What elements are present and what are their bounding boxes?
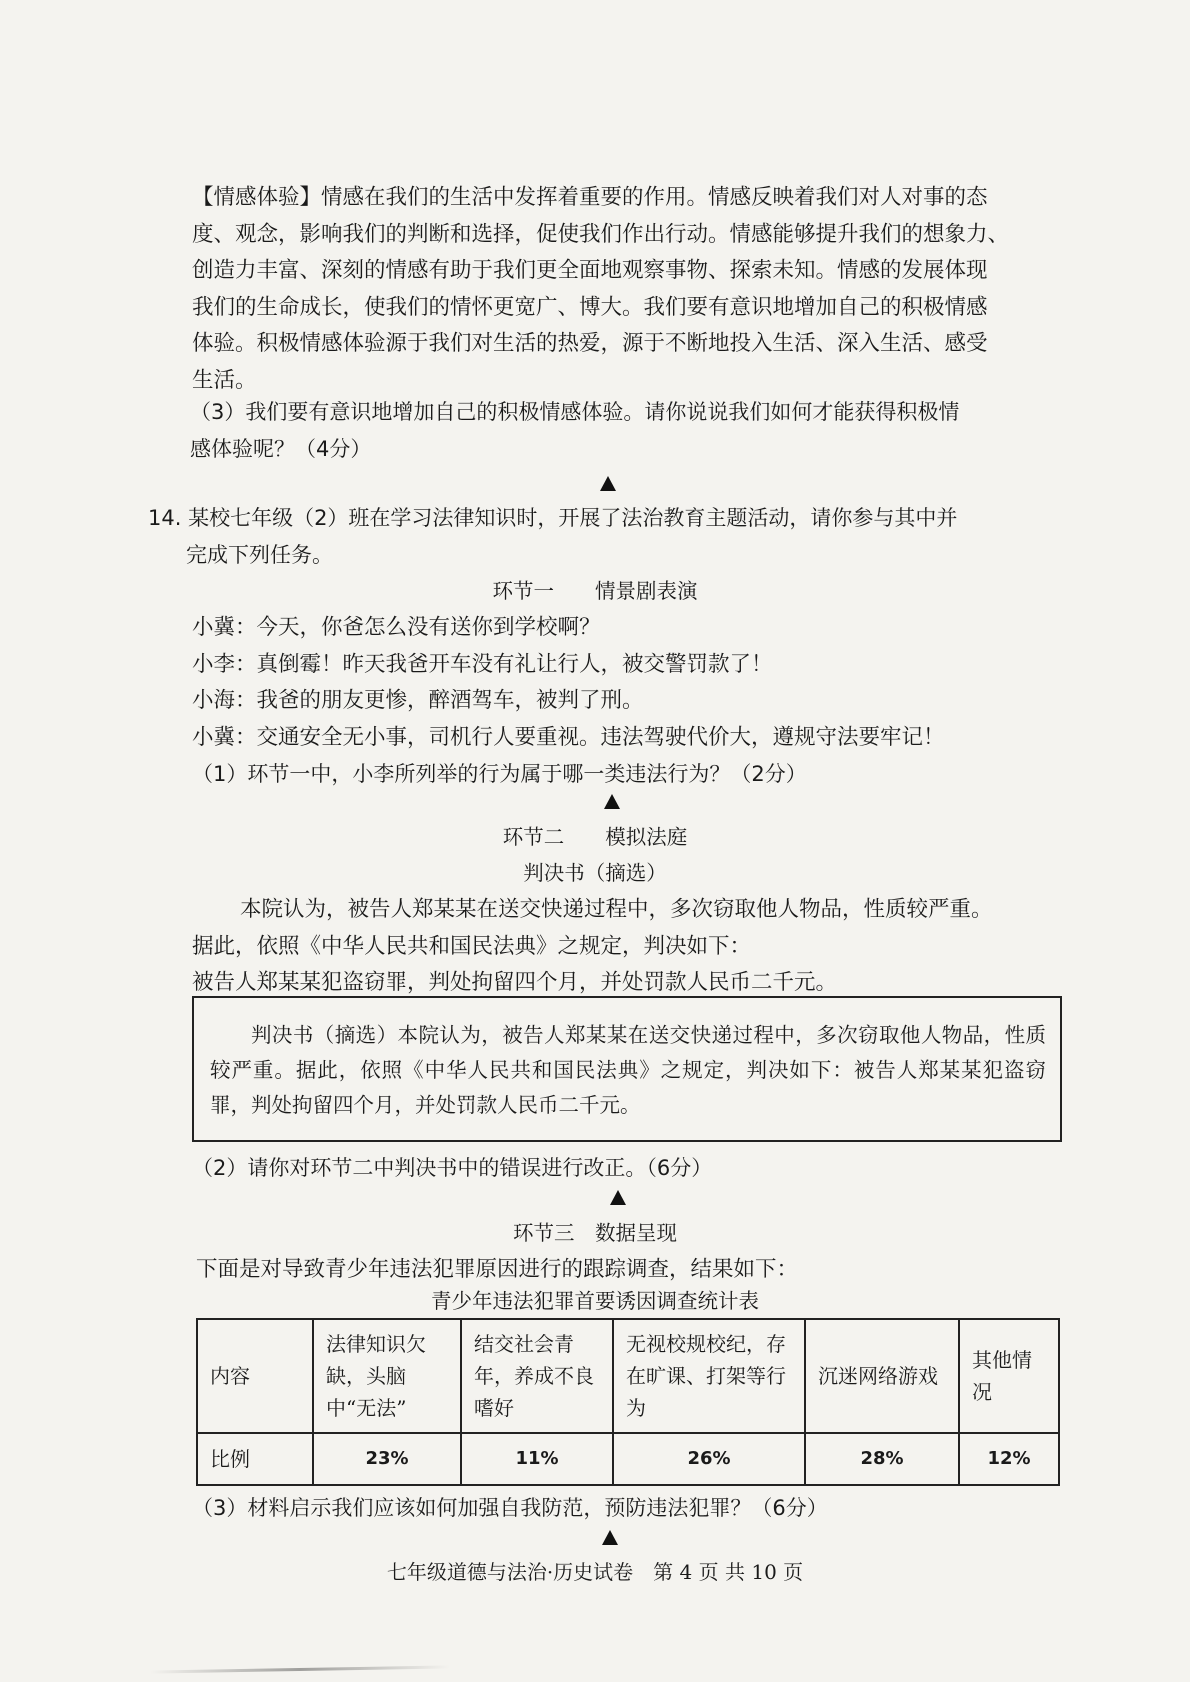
judgment-box [192, 996, 1062, 1142]
table-column-header: 沉迷网络游戏 [805, 1319, 959, 1433]
question-line: （3）我们要有意识地增加自己的积极情感体验。请你说说我们如何才能获得积极情 [190, 400, 960, 424]
dialog-line: 小冀：今天，你爸怎么没有送你到学校啊？ [192, 615, 601, 640]
stats-table [196, 1318, 1060, 1486]
answer-mark-icon [600, 476, 616, 491]
passage-line: 体验。积极情感体验源于我们对生活的热爱，源于不断地投入生活、深入生活、感受 [192, 331, 988, 356]
question-line: 感体验呢？（4分） [190, 436, 372, 461]
table-row [197, 1433, 1059, 1485]
dialog-line: 小李：真倒霉！昨天我爸开车没有礼让行人，被交警罚款了！ [192, 651, 773, 677]
table-column-header: 结交社会青年，养成不良嗜好 [461, 1319, 613, 1433]
dialog-line: 小海：我爸的朋友更惨，醉酒驾车，被判了刑。 [192, 688, 644, 713]
part1-title: 环节一 情景剧表演 [492, 579, 698, 603]
table-cell: 26% [613, 1433, 805, 1485]
table-row-label: 比例 [197, 1433, 313, 1485]
judgment-line: 本院认为，被告人郑某某在送交快递过程中，多次窃取他人物品，性质较严重。 [240, 897, 993, 922]
table-cell: 11% [461, 1433, 613, 1485]
part1-dialog [192, 610, 1062, 756]
page-footer: 七年级道德与法治·历史试卷 第 4 页 共 10 页 [386, 1560, 804, 1584]
answer-mark-icon [602, 1530, 618, 1545]
judgment-box-text: 判决书（摘选）本院认为，被告人郑某某在送交快递过程中，多次窃取他人物品，性质较严重。据此，依照《中华人民共和国民法典》之规定，判决如下：被告人郑某某犯盗窃罪，判处拘留四个月，并处罚款人民币二千元。 [210, 1023, 1046, 1117]
table-column-header: 其他情况 [959, 1319, 1059, 1433]
passage-line: 生活。 [192, 367, 257, 393]
answer-mark-icon [610, 1190, 626, 1205]
dialog-line: 小冀：交通安全无小事，司机行人要重视。违法驾驶代价大，遵规守法要牢记！ [192, 724, 945, 750]
part3-title: 环节三 数据呈现 [513, 1221, 677, 1245]
judgment-excerpt [192, 892, 1062, 1002]
passage-line: 度、观念，影响我们的判断和选择，促使我们作出行动。情感能够提升我们的想象力、 [192, 221, 1010, 247]
part3-intro: 下面是对导致青少年违法犯罪原因进行的跟踪调查，结果如下： [196, 1257, 799, 1282]
table-header-label: 内容 [197, 1319, 313, 1433]
question-14-1: （1）环节一中，小李所列举的行为属于哪一类违法行为？（2分） [192, 762, 807, 786]
answer-mark-icon [604, 794, 620, 809]
judgment-line: 据此，依照《中华人民共和国民法典》之规定，判决如下： [192, 933, 752, 959]
table-cell: 28% [805, 1433, 959, 1485]
question-line: 14. 某校七年级（2）班在学习法律知识时，开展了法治教育主题活动，请你参与其中并 [148, 506, 958, 530]
table-row [197, 1319, 1059, 1433]
question-14-intro [148, 500, 1068, 573]
table-cell: 23% [313, 1433, 461, 1485]
scan-edge [150, 1665, 450, 1673]
table-column-header: 法律知识欠缺，头脑中“无法” [313, 1319, 461, 1433]
passage-line: 我们的生命成长，使我们的情怀更宽广、博大。我们要有意识地增加自己的积极情感 [192, 294, 988, 320]
passage-line: 【情感体验】情感在我们的生活中发挥着重要的作用。情感反映着我们对人对事的态 [192, 185, 988, 210]
emotion-passage [192, 180, 1062, 399]
part2-title: 环节二 模拟法庭 [502, 825, 688, 849]
table-title: 青少年违法犯罪首要诱因调查统计表 [431, 1289, 759, 1313]
passage-line: 创造力丰富、深刻的情感有助于我们更全面地观察事物、探索未知。情感的发展体现 [192, 258, 988, 283]
question-14-3: （3）材料启示我们应该如何加强自我防范，预防违法犯罪？（6分） [192, 1496, 828, 1520]
judgment-line: 被告人郑某某犯盗窃罪，判处拘留四个月，并处罚款人民币二千元。 [192, 970, 838, 995]
question-13-3 [190, 394, 1060, 467]
table-cell: 12% [959, 1433, 1059, 1485]
table-column-header: 无视校规校纪，存在旷课、打架等行为 [613, 1319, 805, 1433]
question-14-2: （2）请你对环节二中判决书中的错误进行改正。（6分） [192, 1156, 713, 1180]
judgment-subtitle: 判决书（摘选） [523, 861, 667, 885]
question-line: 完成下列任务。 [186, 542, 333, 567]
